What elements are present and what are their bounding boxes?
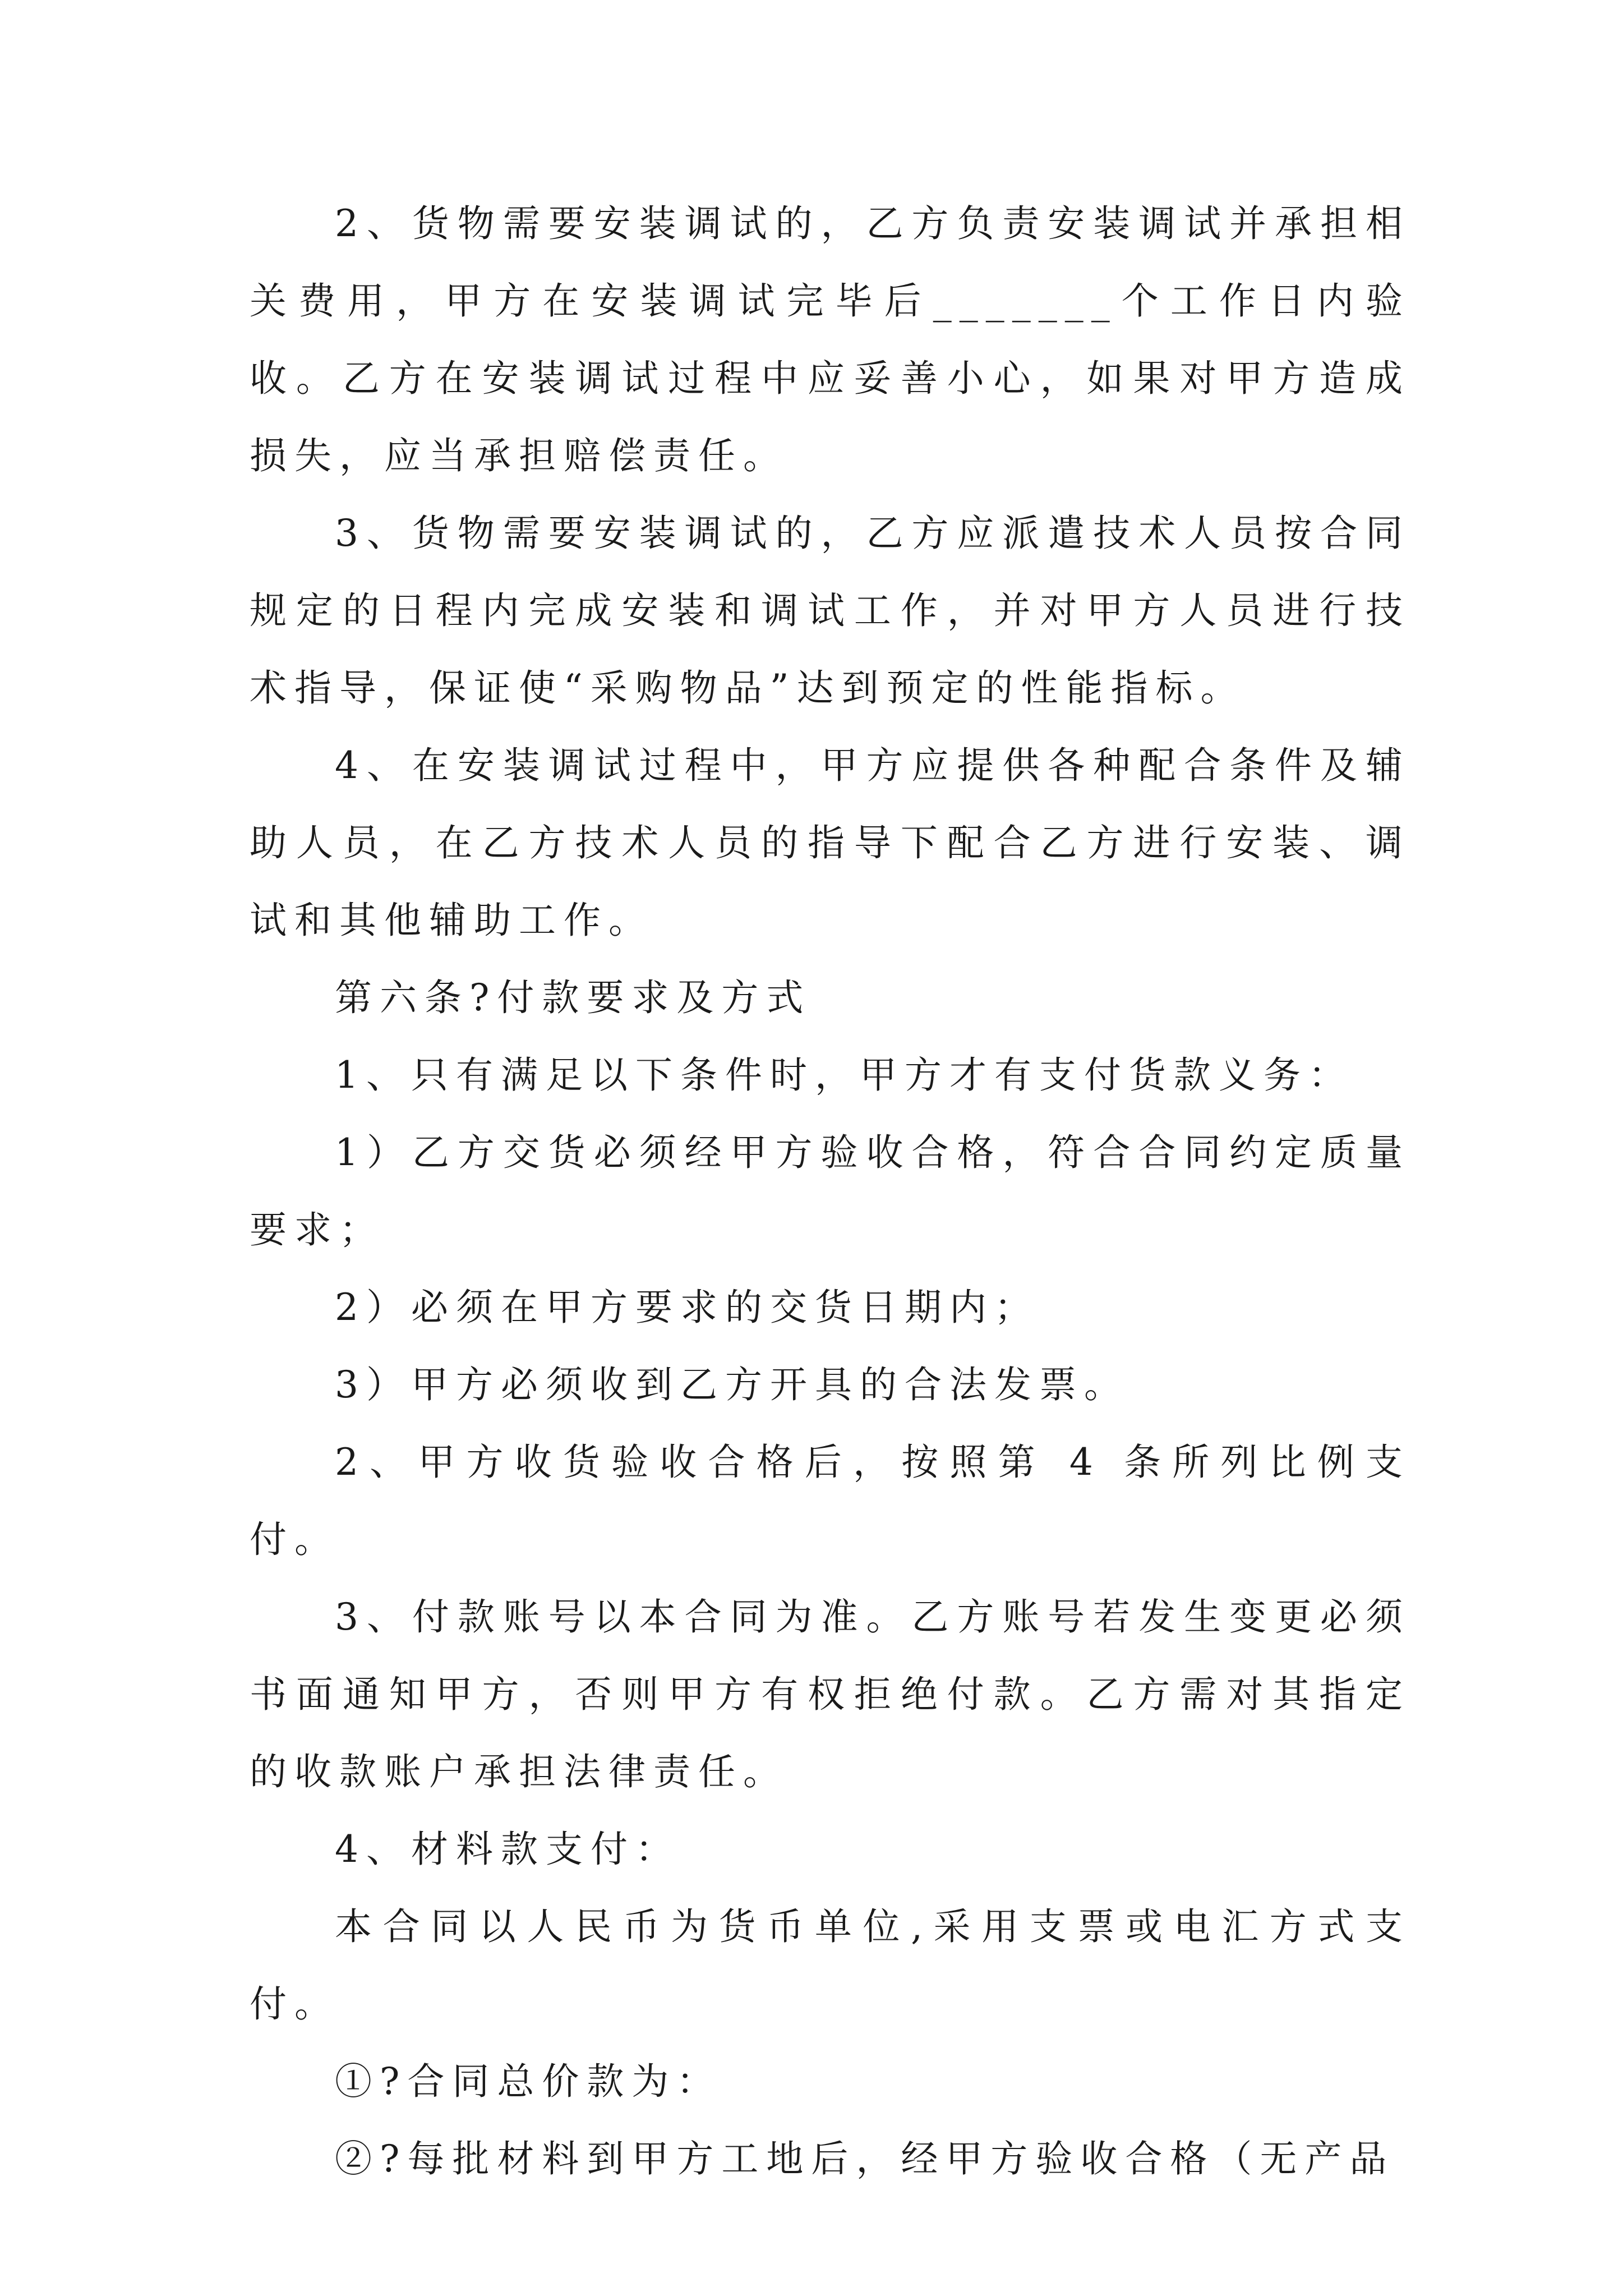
clause-payment-conditions: 1、只有满足以下条件时，甲方才有支付货款义务： xyxy=(335,1053,1353,1097)
condition-item-1: 1）乙方交货必须经甲方验收合格，符合合同约定质量要求； xyxy=(250,1131,1410,1251)
clause-material-payment: 4、材料款支付： xyxy=(335,1828,680,1871)
condition-item-3: 3）甲方必须收到乙方开具的合法发票。 xyxy=(335,1363,1129,1406)
condition-item-2: 2）必须在甲方要求的交货日期内； xyxy=(335,1286,1039,1329)
clause-total-price: ①?合同总价款为： xyxy=(335,2060,722,2103)
section-heading-payment: 第六条?付款要求及方式 xyxy=(335,976,811,1019)
clause-batch-acceptance: ②?每批材料到甲方工地后，经甲方验收合格（无产品 xyxy=(335,2137,1395,2180)
clause-cooperation: 4、在安装调试过程中，甲方应提供各种配合条件及辅助人员，在乙方技术人员的指导下配合乙方进行安装、调试和其他辅助工作。 xyxy=(250,744,1410,942)
clause-currency: 本合同以人民币为货币单位,采用支票或电汇方式支付。 xyxy=(250,1905,1410,2026)
clause-payment-account: 3、付款账号以本合同为准。乙方账号若发生变更必须书面通知甲方，否则甲方有权拒绝付款。乙方需对其指定的收款账户承担法律责任。 xyxy=(250,1595,1410,1793)
clause-install-acceptance: 2、货物需要安装调试的，乙方负责安装调试并承担相关费用，甲方在安装调试完毕后_______个工作日内验收。乙方在安装调试过程中应妥善小心，如果对甲方造成损失，应当承担赔偿责任。 xyxy=(250,202,1410,477)
document-page xyxy=(250,185,1410,2198)
clause-payment-ratio: 2、甲方收货验收合格后，按照第 4 条所列比例支付。 xyxy=(250,1441,1410,1561)
clause-technical-staff: 3、货物需要安装调试的，乙方应派遣技术人员按合同规定的日程内完成安装和调试工作，并对甲方人员进行技术指导，保证使“采购物品”达到预定的性能指标。 xyxy=(250,512,1410,710)
